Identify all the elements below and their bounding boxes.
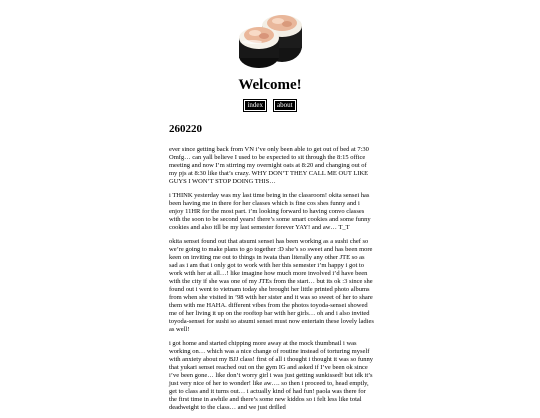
post-body: [169, 146, 374, 418]
sushi-logo-image: [232, 6, 312, 70]
post-paragraph: ever since getting back from VN i’ve only been able to get out of bed at 7:30 Omfg… can yall believe I used to be expected to sit through the 8:15 office meeting and now I’m stirring my overnight oats at 8:20 and changing out of my pjs at 8:30 like that’s crazy. WHY DON’T THEY CALL ME OUT LIKE GUYS I WON’T STOP DOING THIS…: [169, 146, 369, 185]
main-nav: [0, 99, 540, 112]
post-paragraph: okita sensei found out that atsumi sensei has been working as a sushi chef so we’re going to make plans to go together :D she’s so sweet and has been more keen on inviting me out to things in iwata than literally any other JTE so as sad as i am that i only got to work with her this semester i’m happy i got to work with her at all…! like imagine how much more involved i’d have been with the city if she was one of my JTEs from the start… but its ok :3 since she found out i went to vietnam today she brought her little printed photo albums from when she visited in ’98 with her sister and it was so sweet of her to share them with me HAHA. different vibes from the photos toyoda-sensei showed me of her living it up on the rooftop bar with her girls… oh and i also invited toyoda-sensei for sushi so atsumi sensei must now entertain these lovely ladies as well!: [169, 238, 374, 333]
post-paragraph: i got home and started chipping more away at the mock thumbnail i was working on… which was a nice change of routine instead of torturing myself with anxiety about my BJJ class! first of all i thought i thought it was so funny that yukari sensei reached out on the gym IG and asked if I’ve been ok since i’ve been gone… like don’t worry girl i was just getting sunkissed! but idk it’s just very nice of her to wonder! like aw…. so then i proceed to, head emptly, get to class and it turns out… i actually kind of had fun! paola was there for the first time in awhile and there’s some new kiddos so i felt less like total deadweight to the class… and we just drilled: [169, 340, 374, 411]
post-title: 260220: [169, 123, 202, 135]
nav-link-about[interactable]: about: [273, 99, 297, 112]
site-title: Welcome!: [238, 77, 302, 93]
nav-link-index[interactable]: index: [243, 99, 267, 112]
post-paragraph: i THINK yesterday was my last time being in the classroom! okita sensei has been having me in there for her classes which is fine cos shes funny and i enjoy 11HR for the most part. i’m looking forward to having convo classes with the soon to be second years! there’s some smart cookies and some funny cookies and also itll be my last semester forever YAY! and aw… T_T: [169, 192, 371, 231]
